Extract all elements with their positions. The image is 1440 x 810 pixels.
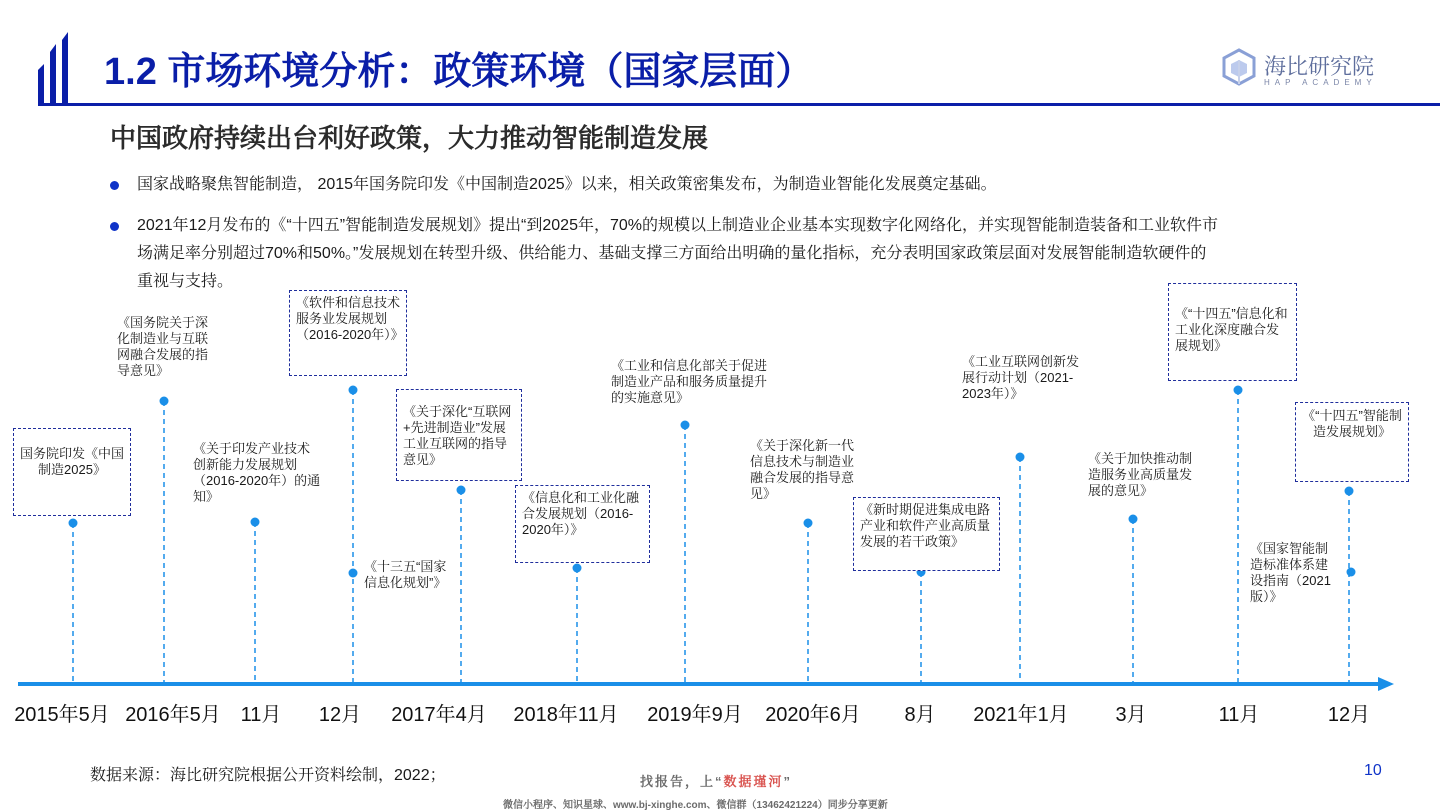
policy-label: 《国务院关于深化制造业与互联网融合发展的指导意见》	[117, 315, 209, 378]
data-source-note: 数据来源：海比研究院根据公开资料绘制，2022；	[90, 767, 446, 784]
bullet-item	[110, 171, 1220, 199]
policy-label: 《工业互联网创新发展行动计划（2021-2023年）》	[962, 354, 1080, 401]
watermark-line2: 微信小程序、知识星球、www.bj-xinghe.com、微信群（13462421224）同步分享更新	[503, 800, 888, 810]
page-number: 10	[1364, 762, 1382, 779]
policy-label: 《关于印发产业技术创新能力发展规划（2016-2020年）的通知》	[193, 441, 321, 504]
timeline-date: 2016年5月	[125, 704, 221, 726]
bullet-item	[110, 212, 1220, 296]
policy-label: 《关于加快推动制造服务业高质量发展的意见》	[1088, 451, 1193, 498]
timeline-date: 12月	[318, 704, 362, 726]
watermark-highlight: 数据瑾河	[723, 774, 784, 789]
timeline-date: 2015年5月	[14, 704, 110, 726]
section-subtitle: 中国政府持续出台利好政策，大力推动智能制造发展	[110, 123, 709, 153]
policy-label: 《软件和信息技术服务业发展规划（2016-2020年）》	[289, 290, 407, 376]
bullet-dot-icon	[110, 181, 119, 190]
watermark-prefix: 找报告，上“	[640, 774, 724, 789]
logo-cube-icon	[1222, 48, 1256, 86]
page-title: 1.2 市场环境分析：政策环境（国家层面）	[104, 51, 814, 93]
timeline-date: 2017年4月	[391, 704, 487, 726]
timeline-date: 12月	[1327, 704, 1371, 726]
logo-subtext: HAP ACADEMY	[1264, 78, 1377, 87]
header-decoration	[0, 0, 80, 110]
timeline-date: 3月	[1115, 704, 1147, 726]
policy-label: 《关于深化新一代信息技术与制造业融合发展的指导意见》	[750, 438, 855, 501]
policy-label: 《十三五“国家信息化规划”》	[364, 559, 447, 590]
timeline-date: 2018年11月	[513, 704, 619, 726]
bullet-text: 2021年12月发布的《“十四五”智能制造发展规划》提出“到2025年，70%的规模以上制造业企业基本实现数字化网络化，并实现智能制造装备和工业软件市场满足率分别超过70%和50%。”发展规划在转型升级、供给能力、基础支撑三方面给出明确的量化指标，充分表明国家政策层面对发展智能制造软硬件的重视与支持。	[137, 217, 1218, 290]
watermark-suffix: ”	[783, 774, 793, 789]
bullet-dot-icon	[110, 222, 119, 231]
hap-academy-logo	[1222, 46, 1392, 92]
bullet-text: 国家战略聚焦智能制造， 2015年国务院印发《中国制造2025》以来，相关政策密集发布，为制造业智能化发展奠定基础。	[137, 176, 997, 193]
timeline-date: 11月	[1218, 704, 1260, 726]
policy-label: 《“十四五”信息化和工业化深度融合发展规划》	[1168, 283, 1297, 381]
timeline-date: 8月	[904, 704, 936, 726]
policy-label: 《关于深化“互联网+先进制造业”发展工业互联网的指导意见》	[396, 389, 522, 481]
policy-label: 《新时期促进集成电路产业和软件产业高质量发展的若干政策》	[853, 497, 1000, 571]
timeline-date: 2019年9月	[647, 704, 743, 726]
timeline-date: 11月	[240, 704, 282, 726]
policy-label: 《国家智能制造标准体系建设指南（2021版）》	[1250, 541, 1331, 604]
policy-label: 《信息化和工业化融合发展规划（2016-2020年）》	[515, 485, 650, 563]
timeline-date: 2020年6月	[765, 704, 861, 726]
watermark-line1	[640, 771, 792, 790]
logo-text: 海比研究院	[1264, 54, 1375, 79]
policy-label: 《“十四五”智能制造发展规划》	[1295, 402, 1409, 482]
timeline-date: 2021年1月	[973, 704, 1069, 726]
policy-label: 国务院印发《中国制造2025》	[13, 428, 131, 516]
title-underline	[38, 103, 1440, 106]
policy-label: 《工业和信息化部关于促进制造业产品和服务质量提升的实施意见》	[611, 358, 768, 405]
